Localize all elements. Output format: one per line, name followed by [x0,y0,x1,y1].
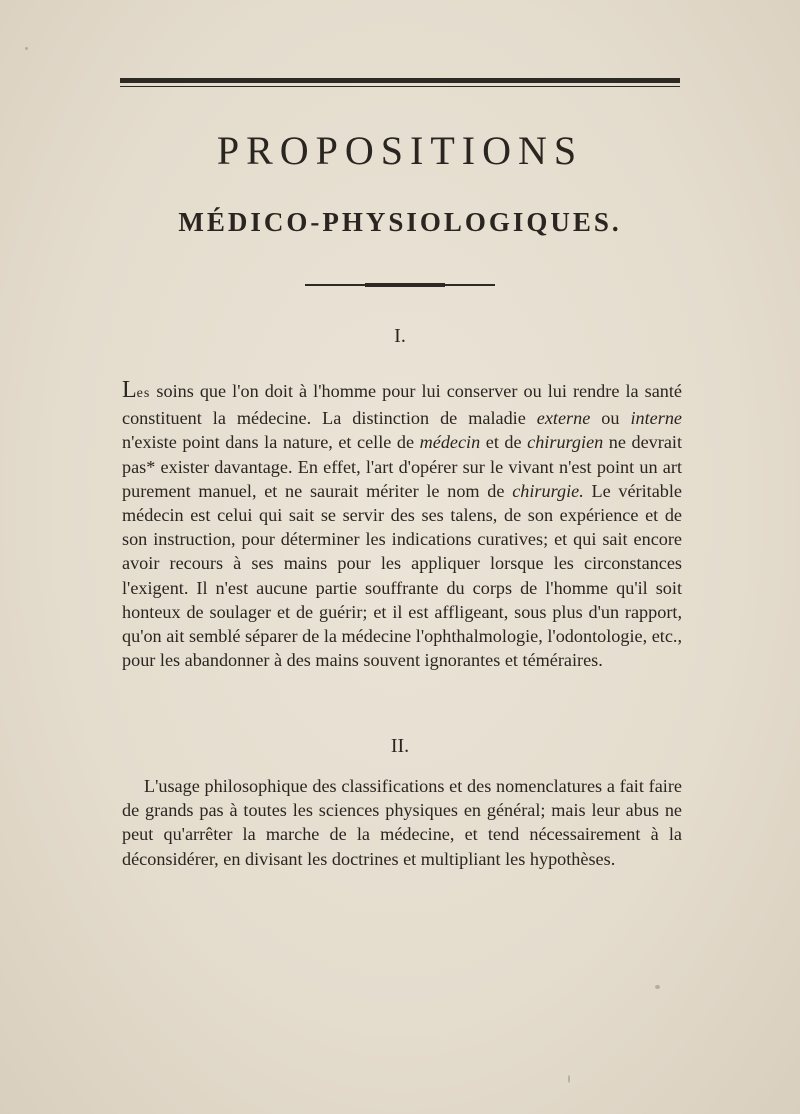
header-thick-rule [120,78,680,83]
section-number-1: I. [394,325,406,347]
paragraph-text-part: et de [480,432,528,453]
paper-speck [568,1075,570,1083]
paragraph-text-part: ne devrait pas* exister davantage. En effet, l'art d'opérer sur le vivant n'est point un art purement manuel, et ne saurait mériter le nom de [122,432,683,501]
ornamental-rule [305,284,495,286]
paper-speck [655,985,660,989]
document-title: PROPOSITIONS [216,128,584,173]
dropcap: L [122,377,137,403]
paragraph-text-part: n'existe point dans la nature, et celle de [122,432,420,453]
italic-term: médecin [419,432,481,453]
dropcap-lead: es [136,386,151,401]
section-number-2: II. [390,735,410,757]
paragraph-text-part: Le véritable médecin est celui qui sait se servir des ses talens, de son expérience et de son instruction, pour déterminer les indications curatives; et qui sait encore avoir recours à ses mains pour les appliquer lorsque les circonstances l'exigent. Il n'est aucune partie souffrante du corps de l'homme qu'il soit honteux de soulager et de guérir; et il est affligeant, sous plus d'un rapport, qu'on ait semblé séparer de la médecine l'ophthalmologie, l'odontologie, etc., pour les abandonner à des mains souvent ignorantes et téméraires. [122,480,682,671]
document-subtitle: MÉDICO-PHYSIOLOGIQUES. [178,207,622,237]
italic-term: interne [630,408,682,429]
italic-term: chirurgie. [512,480,584,501]
italic-term: externe [536,408,591,429]
italic-term: chirurgien [527,432,604,453]
paper-speck [25,47,28,50]
paragraph-text-part: soins que l'on doit à l'homme pour lui conserver ou lui rendre la santé constituent la médecine. La distinction de maladie [122,381,682,429]
header-thin-rule [120,86,680,87]
paragraph-text-part: ou [590,408,631,429]
section-1-paragraph [122,378,682,672]
header-double-rule [120,78,680,87]
section-2-paragraph: L'usage philosophique des classifications et des nomenclatures a fait faire de grands pas à toutes les sciences physiques en général; mais leur abus ne peut qu'arrêter la marche de la médecine, et tend nécessairement à la déconsidérer, en divisant les doctrines et multipliant les hypothèses. [122,776,682,869]
